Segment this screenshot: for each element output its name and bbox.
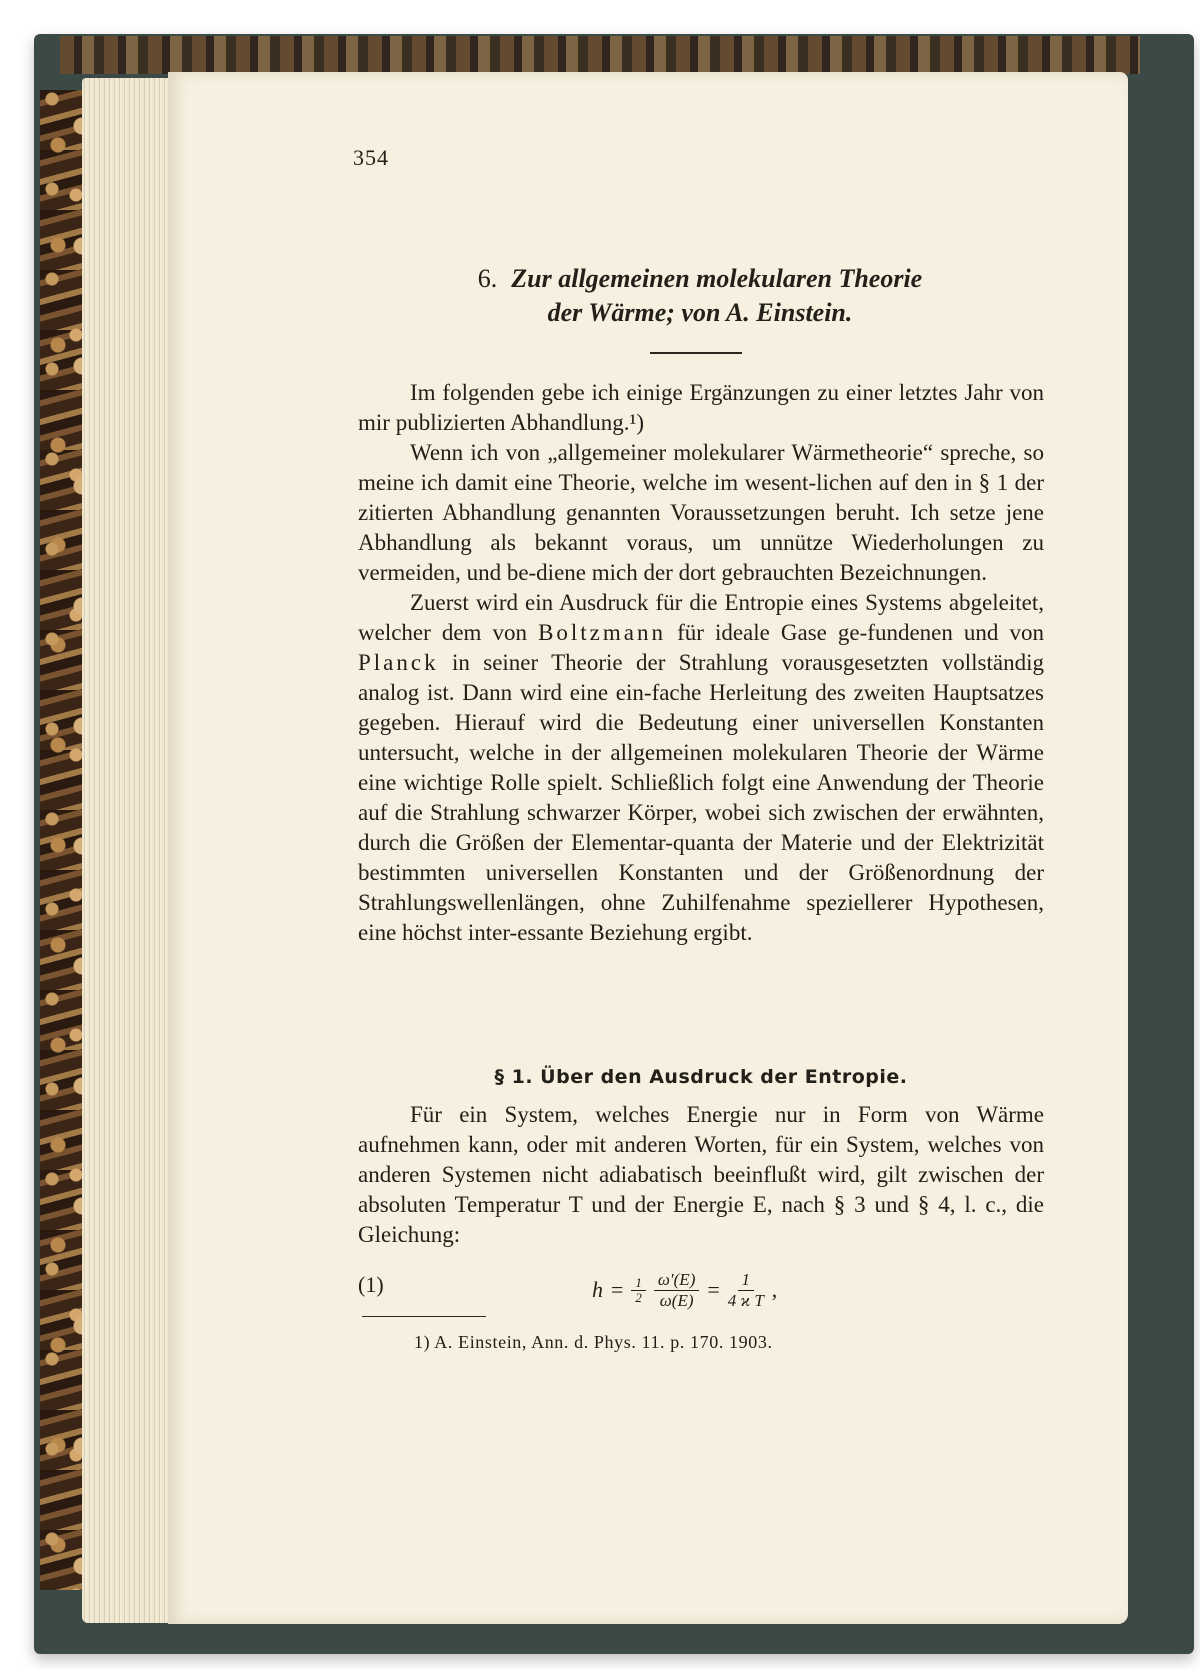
- equation-1: [358, 1262, 1044, 1318]
- title-line-1: [360, 262, 1040, 296]
- title-divider: [650, 352, 742, 354]
- eq-frac1-num: ω′(E): [654, 1270, 699, 1291]
- section-paragraph-1: Für ein System, welches Energie nur in Form von Wärme aufnehmen kann, oder mit anderen Worten, für ein System, welches von anderen Systemen nicht adiabatisch beeinflußt wird, gilt zwischen der absoluten Temperatur T und der Energie E, nach § 3 und § 4, l. c., die Gleichung:: [358, 1102, 1044, 1247]
- eq-half: [631, 1276, 646, 1305]
- intro-paragraph-2: Wenn ich von „allgemeiner molekularer Wärmetheorie“ spreche, so meine ich damit eine Theorie, welche im wesent-lichen auf den in § 1 der zitierten Abhandlung genannten Voraussetzungen beruht. Ich setze jene Abhandlung als bekannt voraus, um unnütze Wiederholungen zu vermeiden, und be-diene mich der dort gebrauchten Bezeichnungen.: [358, 440, 1044, 585]
- eq-frac2-den: 4 ϰ T: [727, 1290, 764, 1310]
- intro-paragraph-1: Im folgenden gebe ich einige Ergänzungen zu einer letztes Jahr von mir publizierten Abhandlung.¹): [358, 380, 1044, 435]
- section-heading: § 1. Über den Ausdruck der Entropie.: [494, 1066, 908, 1088]
- book-headband: [60, 36, 1140, 74]
- eq-frac1-den: ω(E): [659, 1290, 694, 1310]
- eq-equals-2: =: [707, 1277, 720, 1302]
- eq-lhs: h: [592, 1277, 603, 1302]
- eq-equals-1: =: [611, 1277, 624, 1302]
- p3-part-b: für ideale Gase ge-fundenen und von: [677, 620, 1044, 645]
- eq-trailing-comma: ,: [771, 1277, 778, 1302]
- page-number: 354: [353, 145, 389, 170]
- eq-fraction-1: [654, 1270, 699, 1311]
- eq-half-num: 1: [631, 1276, 646, 1291]
- eq-fraction-2: [728, 1270, 764, 1311]
- page-edges: [82, 78, 182, 1623]
- intro-body: [358, 378, 1044, 948]
- title-number: 6.: [477, 264, 498, 293]
- name-boltzmann: Boltzmann: [538, 620, 666, 645]
- intro-paragraph-3: [358, 588, 1044, 948]
- eq-frac2-num: 1: [738, 1270, 755, 1291]
- title-line-2: der Wärme; von A. Einstein.: [547, 298, 853, 327]
- title-text-1: Zur allgemeinen molekularen Theorie: [511, 264, 923, 293]
- section-body: [358, 1100, 1044, 1250]
- equation-body: [592, 1262, 777, 1318]
- equation-label: (1): [358, 1272, 384, 1297]
- p3-part-c: in seiner Theorie der Strahlung vorausgesetzten vollständig analog ist. Dann wird eine ein-fache Herleitung des zweiten Hauptsatzes gegeben. Hierauf wird die Bedeutung einer universellen Konstanten untersucht, welche in der allgemeinen molekularen Theorie der Wärme eine wichtige Rolle spielt. Schließlich folgt eine Anwendung der Theorie auf die Strahlung schwarzer Körper, wobei sich zwischen der erwähnten, durch die Größen der Elementar-quanta der Materie und der Elektrizität bestimmten universellen Konstanten und der Größenordnung der Strahlungswellenlängen, ohne Zuhilfenahme speziellerer Hypothesen, eine höchst inter-essante Beziehung ergibt.: [358, 650, 1044, 945]
- footnote-rule: [362, 1316, 486, 1317]
- eq-half-den: 2: [635, 1289, 642, 1305]
- footnote: 1) A. Einstein, Ann. d. Phys. 11. p. 170. 1903.: [414, 1332, 773, 1352]
- p3-part-a: Zuerst wird ein Ausdruck für die Entropie eines Systems abgeleitet, welcher dem von: [358, 590, 1044, 645]
- article-title: [360, 262, 1040, 330]
- name-planck: Planck: [358, 650, 439, 675]
